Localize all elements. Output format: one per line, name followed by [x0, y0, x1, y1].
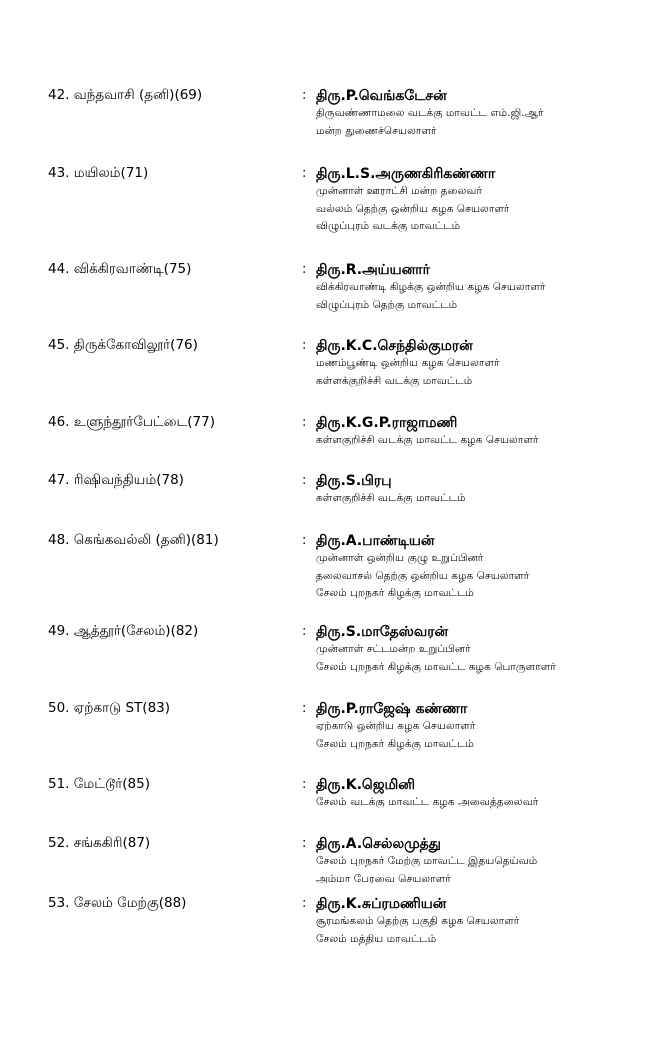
- role-line: முன்னாள் சட்டமன்ற உறுப்பினர்: [316, 643, 471, 655]
- role-line: சேலம் புறநகர் கிழக்கு மாவட்ட கழக பொருளாளர்: [316, 660, 556, 673]
- person-block: [316, 472, 646, 508]
- person-name: திரு.K.G.P.ராஜாமணி: [316, 415, 458, 431]
- role-line: சேலம் வடக்கு மாவட்ட கழக அவைத்தலைவர்: [316, 796, 539, 808]
- role-line: அம்மா பேரவை செயலாளர்: [316, 872, 451, 885]
- person-name: திரு.K.C.செந்தில்குமரன்: [316, 338, 473, 354]
- separator: :: [302, 533, 307, 548]
- constituency-label: 46. உளுந்தூர்பேட்டை(77): [48, 414, 215, 430]
- separator: :: [302, 415, 307, 430]
- role-line: முன்னாள் ஊராட்சி மன்ற தலைவர்: [316, 185, 482, 197]
- constituency-label: 44. விக்கிரவாண்டி(75): [48, 261, 192, 277]
- constituency-label: 53. சேலம் மேற்கு(88): [48, 895, 187, 911]
- constituency-label: 45. திருக்கோவிலூர்(76): [48, 337, 198, 353]
- person-name: திரு.P.ராஜேஷ் கண்ணா: [316, 701, 468, 717]
- person-name: திரு.S.பிரபு: [316, 473, 392, 489]
- separator: :: [302, 836, 307, 851]
- person-name: திரு.L.S.அருணகிரிகண்ணா: [316, 166, 496, 182]
- role-line: திருவண்ணாமலை வடக்கு மாவட்ட எம்.ஜி.ஆர்: [316, 107, 544, 119]
- role-line: கள்ளக்குறிச்சி வடக்கு மாவட்டம்: [316, 374, 473, 387]
- person-name: திரு.S.மாதேஸ்வரன்: [316, 624, 449, 640]
- person-name: திரு.P.வெங்கடேசன்: [316, 88, 447, 104]
- constituency-label: 51. மேட்டூர்(85): [48, 776, 150, 792]
- person-name: திரு.A.பாண்டியன்: [316, 533, 435, 549]
- role-line: மணம்பூண்டி ஒன்றிய கழக செயலாளர்: [316, 357, 500, 369]
- role-line: வல்லம் தெற்கு ஒன்றிய கழக செயலாளர்: [316, 202, 510, 215]
- person-block: [316, 700, 646, 753]
- person-block: [316, 776, 646, 812]
- person-block: [316, 532, 646, 603]
- role-line: விழுப்புரம் தெற்கு மாவட்டம்: [316, 298, 458, 311]
- role-line: கள்ளகுறிச்சி வடக்கு மாவட்டம்: [316, 492, 466, 504]
- separator: :: [302, 701, 307, 716]
- role-line: சேலம் புறநகர் கிழக்கு மாவட்டம்: [316, 737, 474, 750]
- role-line: மன்ற துணைச்செயலாளர்: [316, 124, 437, 137]
- person-name: திரு.A.செல்லமுத்து: [316, 836, 441, 852]
- constituency-label: 50. ஏற்காடு ST(83): [48, 700, 171, 716]
- role-line: கள்ளகுறிச்சி வடக்கு மாவட்ட கழக செயலாளர்: [316, 434, 539, 446]
- person-block: [316, 165, 646, 236]
- person-name: திரு.R.அய்யனார்: [316, 262, 430, 278]
- role-line: தலைவாசல் தெற்கு ஒன்றிய கழக செயலாளர்: [316, 569, 530, 582]
- constituency-label: 42. வந்தவாசி (தனி)(69): [48, 87, 203, 103]
- person-block: [316, 414, 646, 450]
- person-block: [316, 261, 646, 314]
- person-name: திரு.K.சுப்ரமணியன்: [316, 896, 447, 912]
- constituency-label: 48. கெங்கவல்லி (தனி)(81): [48, 532, 219, 548]
- separator: :: [302, 166, 307, 181]
- person-name: திரு.K.ஜெமினி: [316, 777, 416, 793]
- role-line: ஏற்காடு ஒன்றிய கழக செயலாளர்: [316, 720, 476, 732]
- separator: :: [302, 777, 307, 792]
- role-line: முன்னாள் ஒன்றிய குழு உறுப்பினர்: [316, 552, 484, 564]
- person-block: [316, 87, 646, 140]
- person-block: [316, 623, 646, 676]
- person-block: [316, 835, 646, 888]
- role-line: சேலம் புறநகர் மேற்கு மாவட்ட இதயதெய்வம்: [316, 855, 538, 867]
- constituency-label: 49. ஆத்தூர்(சேலம்)(82): [48, 623, 199, 639]
- separator: :: [302, 88, 307, 103]
- constituency-label: 47. ரிஷிவந்தியம்(78): [48, 472, 184, 488]
- role-line: சேலம் மத்திய மாவட்டம்: [316, 932, 437, 945]
- constituency-label: 43. மயிலம்(71): [48, 165, 149, 181]
- separator: :: [302, 624, 307, 639]
- separator: :: [302, 896, 307, 911]
- role-line: விக்கிரவாண்டி கிழக்கு ஒன்றிய கழக செயலாளர்: [316, 281, 546, 293]
- role-line: விழுப்புரம் வடக்கு மாவட்டம்: [316, 220, 461, 232]
- person-block: [316, 337, 646, 390]
- role-line: சூரமங்கலம் தெற்கு பகுதி கழக செயலாளர்: [316, 915, 520, 927]
- role-line: சேலம் புறநகர் கிழக்கு மாவட்டம்: [316, 587, 474, 599]
- person-block: [316, 895, 646, 948]
- separator: :: [302, 262, 307, 277]
- constituency-label: 52. சங்ககிரி(87): [48, 835, 151, 851]
- separator: :: [302, 473, 307, 488]
- separator: :: [302, 338, 307, 353]
